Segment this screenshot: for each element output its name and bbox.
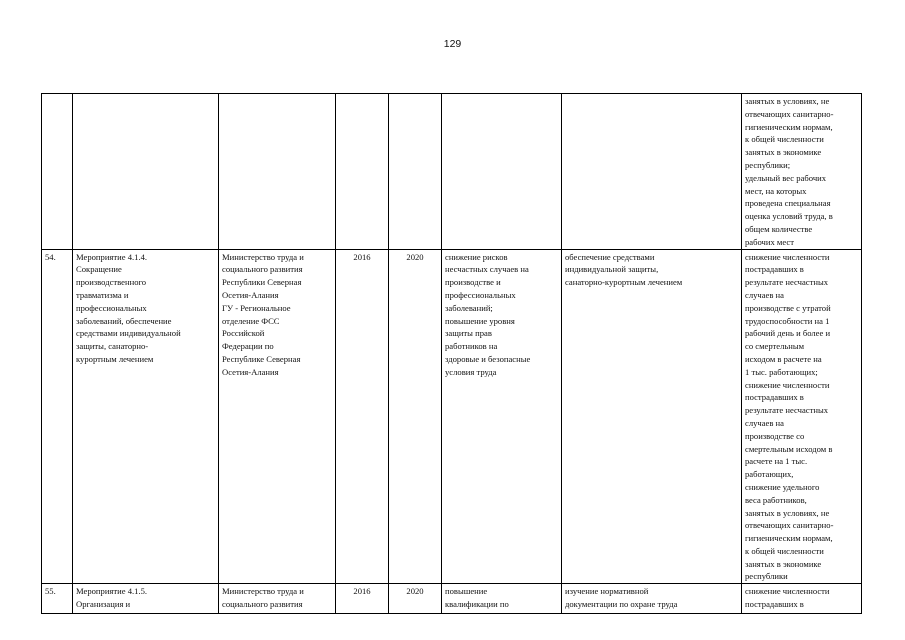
text-line: снижение удельного <box>745 481 820 492</box>
text-line: снижение численности <box>745 586 830 597</box>
text-line: ГУ - Региональное <box>222 302 291 313</box>
text-line: защиты, санаторно- <box>76 341 149 352</box>
text-line: производстве со <box>745 430 805 441</box>
indicators-text <box>745 585 858 611</box>
text-line: повышение уровня <box>445 315 515 326</box>
text-line: Российской <box>222 328 265 339</box>
cell-indicators <box>742 584 862 614</box>
text-line: снижение численности <box>745 251 830 262</box>
text-line: санаторно-курортным лечением <box>565 277 683 288</box>
text-line: производстве и <box>445 277 501 288</box>
text-line: оценка условий труда, в <box>745 211 833 222</box>
cell-executor <box>219 249 336 584</box>
text-line: занятых в экономике <box>745 558 822 569</box>
cell-name <box>73 94 219 250</box>
text-line: занятых в условиях, не <box>745 96 830 106</box>
text-line: республики; <box>745 159 791 170</box>
text-line: профессиональных <box>76 302 147 313</box>
text-line: квалификации по <box>445 599 509 610</box>
text-line: расчете на 1 тыс. <box>745 456 808 467</box>
start-year: 2016 <box>336 584 389 614</box>
text-line: гигиеническим нормам, <box>745 533 833 544</box>
text-line: Мероприятие 4.1.5. <box>76 586 148 597</box>
text-line: средствами индивидуальной <box>76 328 181 339</box>
end-year: 2020 <box>389 584 442 614</box>
start-year: 2016 <box>336 249 389 584</box>
text-line: к общей численности <box>745 545 824 556</box>
row-number: 55. <box>42 584 73 614</box>
cell-start <box>336 94 389 250</box>
cell-result <box>442 249 562 584</box>
cell-directions <box>562 249 742 584</box>
text-line: смертельным исходом в <box>745 443 833 454</box>
text-line: производственного <box>76 277 147 288</box>
cell-indicators <box>742 249 862 584</box>
text-line: заболеваний; <box>445 302 493 313</box>
text-line: Министерство труда и <box>222 251 304 262</box>
main-directions <box>565 585 738 611</box>
text-line: Организация и <box>76 599 131 610</box>
indicators-text <box>745 251 858 584</box>
cell-name <box>73 249 219 584</box>
text-line: Республике Северная <box>222 353 301 364</box>
text-line: отвечающих санитарно- <box>745 108 834 119</box>
text-line: Осетия-Алания <box>222 366 279 377</box>
text-line: Республики Северная <box>222 277 302 288</box>
cell-end <box>389 94 442 250</box>
text-line: Сокращение <box>76 264 122 275</box>
cell-name <box>73 584 219 614</box>
text-line: занятых в условиях, не <box>745 507 830 518</box>
text-line: случаев на <box>745 289 784 300</box>
text-line: травматизма и <box>76 289 129 300</box>
text-line: заболеваний, обеспечение <box>76 315 172 326</box>
text-line: социального развития <box>222 264 303 275</box>
text-line: отделение ФСС <box>222 315 280 326</box>
text-line: работников на <box>445 341 498 352</box>
text-line: со смертельным <box>745 341 805 352</box>
text-line: гигиеническим нормам, <box>745 121 833 132</box>
table-row <box>42 584 862 614</box>
text-line: Осетия-Алания <box>222 289 279 300</box>
text-line: пострадавших в <box>745 599 804 610</box>
expected-result <box>445 251 558 379</box>
text-line: удельный вес рабочих <box>745 172 827 183</box>
text-line: результате несчастных <box>745 405 829 416</box>
text-line: производстве с утратой <box>745 302 831 313</box>
text-line: социального развития <box>222 599 303 610</box>
row-number: 54. <box>42 249 73 584</box>
text-line: обеспечение средствами <box>565 251 655 262</box>
page-number: 129 <box>443 38 462 50</box>
text-line: Федерации по <box>222 341 274 352</box>
executor-text <box>222 585 332 611</box>
text-line: снижение численности <box>745 379 830 390</box>
text-line: курортным лечением <box>76 353 154 364</box>
text-line: профессиональных <box>445 289 516 300</box>
cell-executor <box>219 584 336 614</box>
text-line: изучение нормативной <box>565 586 649 597</box>
cell-num <box>42 94 73 250</box>
text-line: несчастных случаев на <box>445 264 529 275</box>
text-line: пострадавших в <box>745 392 804 403</box>
text-line: исходом в расчете на <box>745 353 822 364</box>
text-line: 1 тыс. работающих; <box>745 366 818 377</box>
text-line: пострадавших в <box>745 264 804 275</box>
expected-result <box>445 585 558 611</box>
text-line: веса работников, <box>745 494 807 505</box>
measure-name <box>76 251 215 366</box>
text-line: трудоспособности на 1 <box>745 315 830 326</box>
main-directions <box>565 251 738 289</box>
text-line: мест, на которых <box>745 185 807 196</box>
indicators-text <box>745 95 858 249</box>
cell-executor <box>219 94 336 250</box>
text-line: общем количестве <box>745 223 813 234</box>
text-line: отвечающих санитарно- <box>745 520 834 531</box>
table-row-continuation <box>42 94 862 250</box>
cell-indicators <box>742 94 862 250</box>
text-line: проведена специальная <box>745 198 831 209</box>
cell-result <box>442 584 562 614</box>
measures-table <box>41 93 862 614</box>
text-line: результате несчастных <box>745 277 829 288</box>
cell-result <box>442 94 562 250</box>
text-line: индивидуальной защиты, <box>565 264 659 275</box>
measure-name <box>76 585 215 611</box>
text-line: Мероприятие 4.1.4. <box>76 251 148 262</box>
text-line: Министерство труда и <box>222 586 304 597</box>
cell-directions <box>562 94 742 250</box>
executor-text <box>222 251 332 379</box>
text-line: документации по охране труда <box>565 599 678 610</box>
text-line: случаев на <box>745 417 784 428</box>
text-line: рабочих мест <box>745 236 794 247</box>
text-line: защиты прав <box>445 328 492 339</box>
text-line: к общей численности <box>745 134 824 145</box>
text-line: республики <box>745 571 788 582</box>
text-line: условия труда <box>445 366 497 377</box>
text-line: занятых в экономике <box>745 147 822 158</box>
text-line: рабочий день и более и <box>745 328 831 339</box>
cell-directions <box>562 584 742 614</box>
table-row <box>42 249 862 584</box>
end-year: 2020 <box>389 249 442 584</box>
text-line: здоровые и безопасные <box>445 353 531 364</box>
text-line: работающих, <box>745 469 794 480</box>
text-line: повышение <box>445 586 488 597</box>
text-line: снижение рисков <box>445 251 508 262</box>
